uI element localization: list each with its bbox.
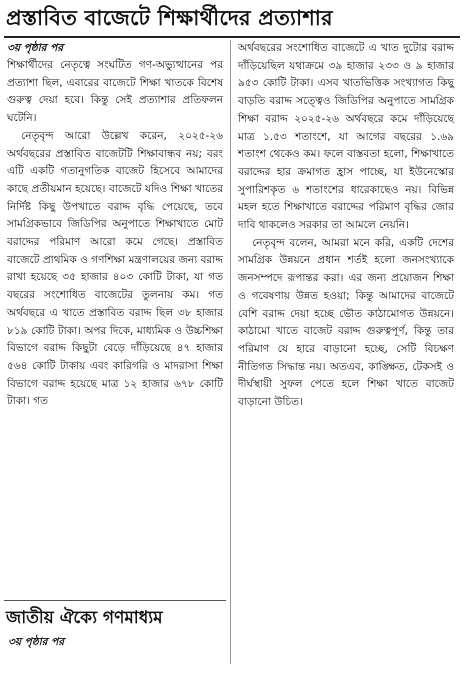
column-divider [230,40,231,664]
article-headline: প্রস্তাবিত বাজেটে শিক্ষার্থীদের প্রত্যাশার [6,6,333,30]
article-column-left [7,40,223,411]
article-column-right [238,40,454,412]
headline-rule [4,36,460,38]
article-paragraph: নেতৃবৃন্দ বলেন, আমরা মনে করি, একটি দেশের সামগ্রিক উন্নয়নে প্রধান শর্তই হলো জনসংখ্যাকে জনসম্পদে রূপান্তর করা। এর জন্য প্রয়োজন শিক্ষা ও গবেষণায় উন্নত হওয়া; কিন্তু আমাদের বাজেটে বেশি বরাদ্দ দেয়া হচ্ছে ভৌত কাঠামোগত উন্নয়নে। কাঠামো খাতে বাজেট বরাদ্দ গুরুত্বপূর্ণ, কিন্তু তার পরিমাণ যে হারে বাড়ানো হচ্ছে, সেটি বিচক্ষণ নীতিগত সিদ্ধান্ত নয়। অতএব, কাঙ্ক্ষিত, টেকসই ও দীর্ঘস্থায়ী সুফল পেতে হলে শিক্ষা খাতে বাজেট বাড়ানো উচিত। [238,236,454,409]
article-paragraph: নেতৃবৃন্দ আরো উল্লেখ করেন, ২০২৫-২৬ অর্থবছরের প্রস্তাবিত বাজেটটি শিক্ষাবান্ধব নয়; বরং এটি একটি গতানুগতিক বাজেট হিসেবে আমাদের কাছে প্রতীয়মান হয়েছে। বাজেটে যদিও শিক্ষা খাতের নির্দিষ্ট কিছু উপখাতে বরাদ্দ বৃদ্ধি পেয়েছে, তবে সামগ্রিকভাবে জিডিপির অনুপাতে শিক্ষাখাতে মোট বরাদ্দের পরিমাণ আরো কমে গেছে। প্রস্তাবিত বাজেটে প্রাথমিক ও গণশিক্ষা মন্ত্রণালয়ের জন্য বরাদ্দ রাখা হয়েছে ৩৫ হাজার ৪০৩ কোটি টাকা, যা গত বছরের সংশোধিত বাজেটের তুলনায় কম। গত অর্থবছরে এ খাতে প্রস্তাবিত বরাদ্দ ছিল ৩৮ হাজার ৮১৯ কোটি টাকা। অপর দিকে, মাধ্যমিক ও উচ্চশিক্ষা বিভাগে বরাদ্দ কিছুটা বেড়ে দাঁড়িয়েছে ৪৭ হাজার ৫৬৪ কোটি টাকায় এবং কারিগরি ও মাদরাসা শিক্ষা বিভাগে বরাদ্দ হয়েছে মাত্র ১২ হাজার ৬৭৮ কোটি টাকা। গত [7,129,223,408]
article-paragraph: অর্থবছরের সংশোধিত বাজেটে এ খাত দুটোর বরাদ্দ দাঁড়িয়েছিল যথাক্রমে ৩৯ হাজার ২৩৩ ও ৯ হাজার ৯৫৩ কোটি টাকা। এসব খাতভিত্তিক সংখ্যাগত কিছু বাড়তি বরাদ্দ সত্ত্বেও জিডিপির অনুপাতে সামগ্রিক শিক্ষা বরাদ্দ ২০২৫-২৬ অর্থবছরে কমে দাঁড়িয়েছে মাত্র ১.৫৩ শতাংশে, যা আগের বছরের ১.৬৯ শতাংশ থেকেও কম। ফলে বাস্তবতা হলো, শিক্ষাখাতে বরাদ্দের হার ক্রমাগত হ্রাস পাচ্ছে, যা ইউনেস্কোর সুপারিশকৃত ৬ শতাংশের ধারেকাছেও নয়। বিভিন্ন মহল হতে শিক্ষাখাতে বরাদ্দের পরিমাণ বৃদ্ধির জোর দাবি থাকলেও সরকার তা আমলে নেয়নি। [238,42,454,232]
article-paragraph: শিক্ষার্থীদের নেতৃত্বে সংঘটিত গণ-অভ্যুত্থানের পর প্রত্যাশা ছিল, এবারের বাজেটে শিক্ষা খাতকে বিশেষ গুরুত্ব দেয়া হবে। কিন্তু সেই প্রত্যাশার প্রতিফলন ঘটেনি। [7,59,223,125]
article-dateline: ৩য় পৃষ্ঠার পর [7,42,64,54]
next-article-headline: জাতীয় ঐক্যে গণমাধ্যম [6,608,163,628]
next-article-dateline: ৩য় পৃষ্ঠার পর [8,636,65,648]
next-article-rule [4,600,226,601]
